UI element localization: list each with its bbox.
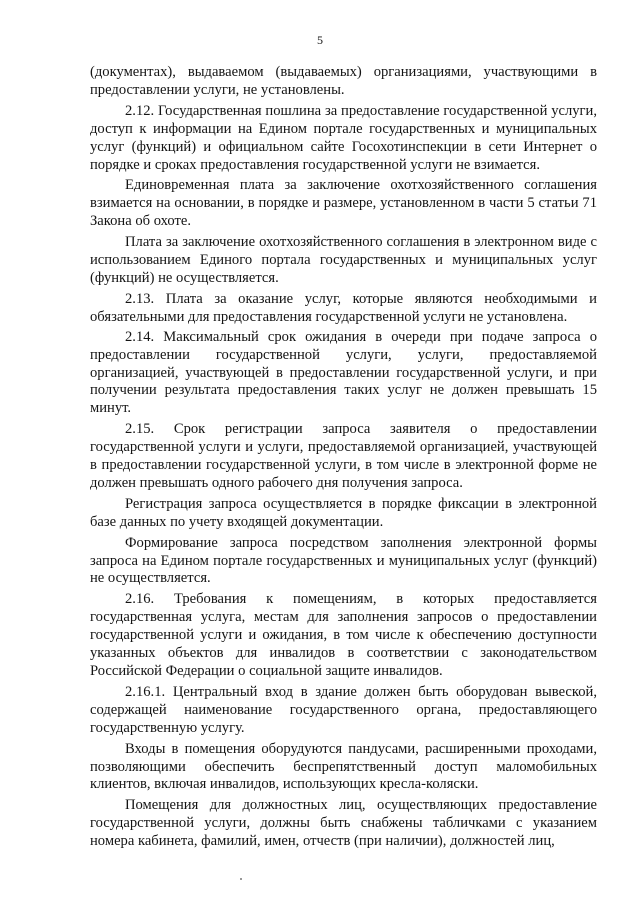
scan-speck (240, 878, 242, 880)
paragraph-2-16-1: 2.16.1. Центральный вход в здание должен быть оборудован вывеской, содержащей наименование государственного органа, предоставляющего государственную услугу. (90, 683, 597, 736)
paragraph-registration: Регистрация запроса осуществляется в порядке фиксации в электронной базе данных по учету входящей документации. (90, 495, 597, 530)
paragraph-2-13: 2.13. Плата за оказание услуг, которые являются необходимыми и обязательными для предоставления государственной услуги не установлена. (90, 290, 597, 325)
page-number: 5 (317, 33, 323, 47)
paragraph-entrances: Входы в помещения оборудуются пандусами, расширенными проходами, позволяющими обеспечить беспрепятственный доступ маломобильных клиентов, включая инвалидов, использующих кресла-коляски. (90, 740, 597, 793)
paragraph-premises: Помещения для должностных лиц, осуществляющих предоставление государственной услуги, должны быть снабжены табличками с указанием номера кабинета, фамилий, имен, отчеств (при наличии), должностей лиц, (90, 797, 597, 850)
paragraph-electronic-fee: Плата за заключение охотхозяйственного соглашения в электронном виде с использованием Единого портала государственных и муниципальных услуг (функций) не осуществляется. (90, 234, 597, 286)
paragraph-2-12: 2.12. Государственная пошлина за предоставление государственной услуги, доступ к информации на Едином портале государственных и муниципальных услуг (функций) и официальном сайте Госохотинспекции в сети Интернет о порядке и сроках предоставления государственной услуги не взимается. (90, 102, 597, 173)
document-body (90, 64, 597, 854)
paragraph-one-time-fee: Единовременная плата за заключение охотхозяйственного соглашения взимается на основании, в порядке и размере, установленном в части 5 статьи 71 Закона об охоте. (90, 177, 597, 230)
paragraph-2-15: 2.15. Срок регистрации запроса заявителя о предоставлении государственной услуги и услуги, предоставляемой организацией, участвующей в предоставлении государственной услуги, в том числе в электронной форме не должен превышать одного рабочего дня получения запроса. (90, 421, 597, 491)
paragraph-continuation: (документах), выдаваемом (выдаваемых) организациями, участвующими в предоставлении услуги, не установлены. (90, 64, 597, 98)
paragraph-2-16: 2.16. Требования к помещениям, в которых предоставляется государственная услуга, местам для заполнения запросов о предоставлении государственной услуги и ожидания, в том числе к обеспечению доступности указанных объектов для инвалидов в соответствии с законодательством Российской Федерации о социальной защите инвалидов. (90, 591, 597, 679)
paragraph-request-form: Формирование запроса посредством заполнения электронной формы запроса на Едином портале государственных и муниципальных услуг (функций) не осуществляется. (90, 534, 597, 587)
paragraph-2-14: 2.14. Максимальный срок ожидания в очереди при подаче запроса о предоставлении государственной услуги, услуги, предоставляемой организацией, участвующей в предоставлении государственной услуги, и при получении результата предоставления таких услуг не должен превышать 15 минут. (90, 328, 597, 417)
